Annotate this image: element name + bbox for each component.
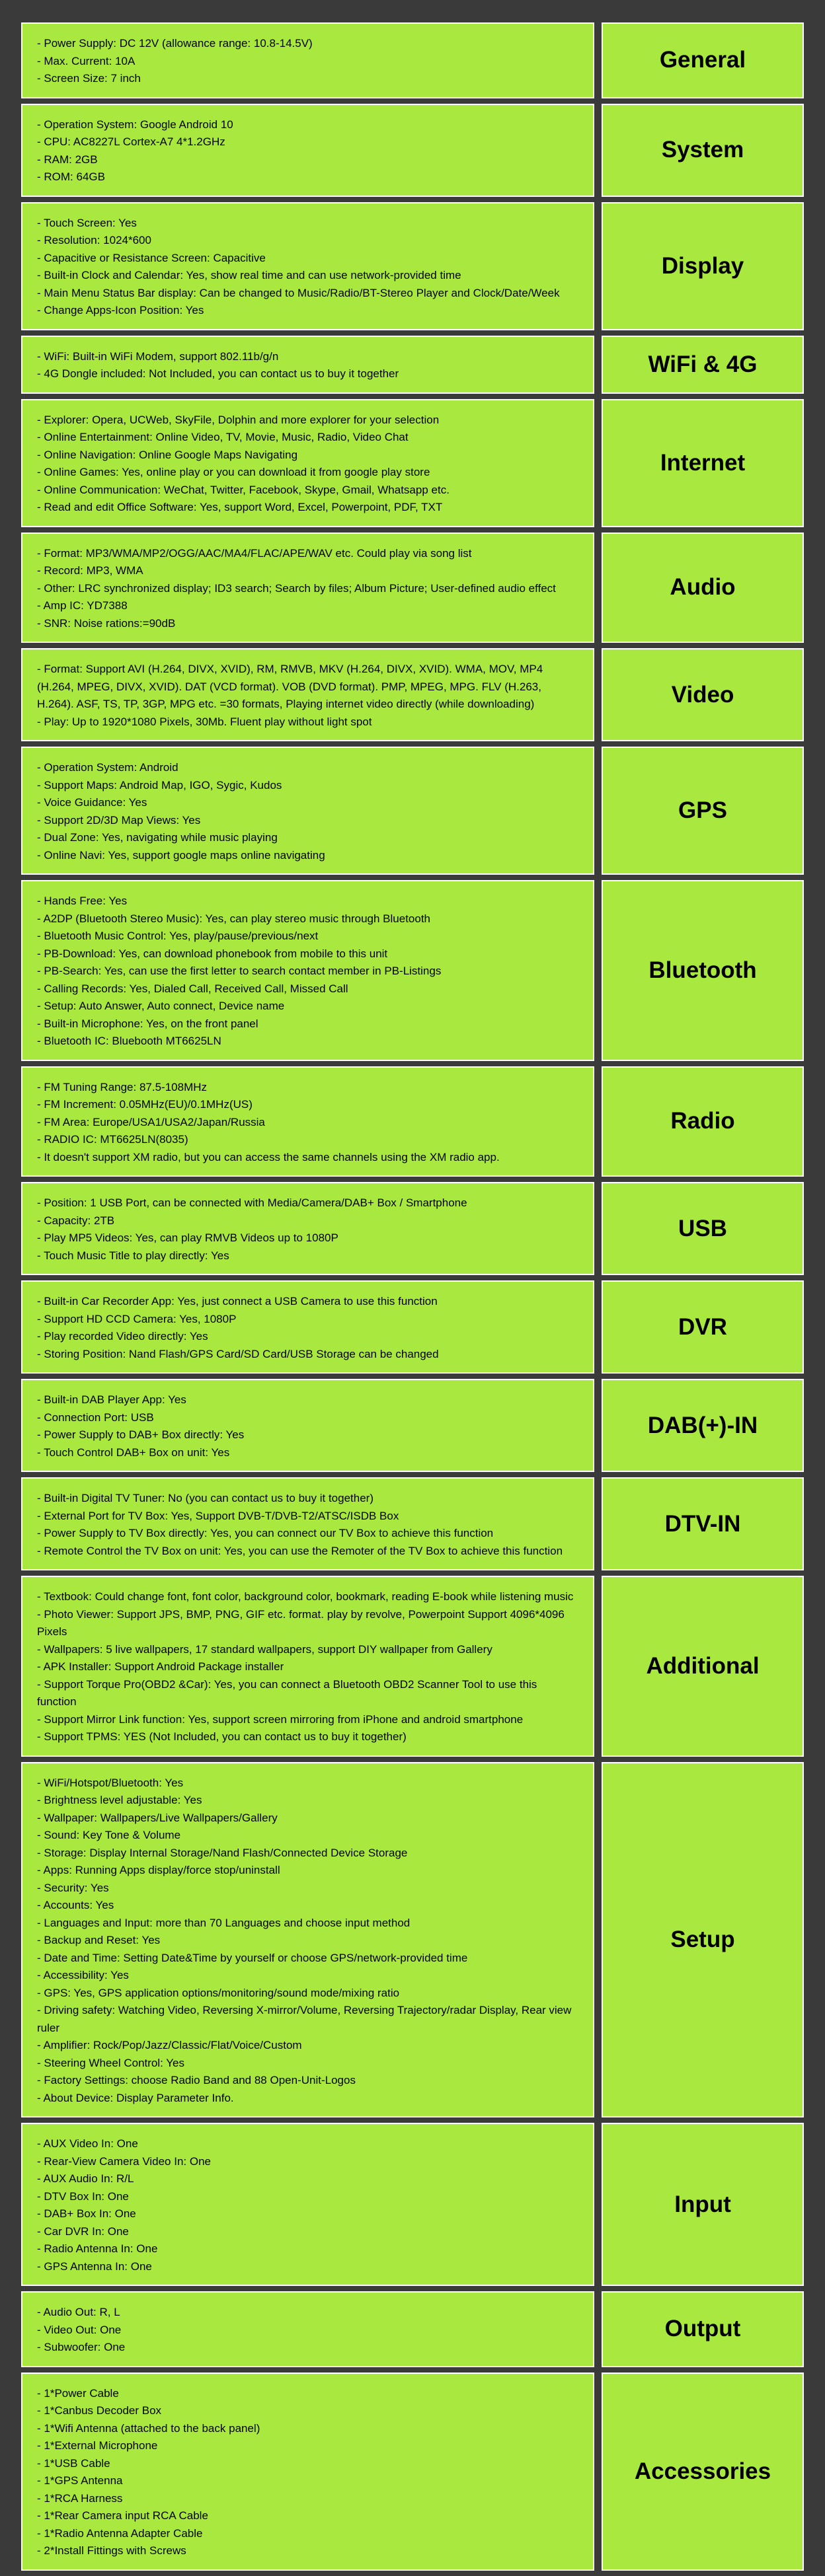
spec-line: - Storage: Display Internal Storage/Nand Flash/Connected Device Storage: [37, 1846, 408, 1859]
spec-row: [21, 2123, 804, 2286]
spec-line: - Support Torque Pro(OBD2 &Car): Yes, you can connect a Bluetooth OBD2 Scanner Tool to use this function: [37, 1677, 537, 1708]
section-title: Video: [602, 648, 804, 741]
spec-line: - Capacitive or Resistance Screen: Capacitive: [37, 251, 266, 264]
spec-line: - 1*Power Cable: [37, 2386, 119, 2400]
spec-line: - Other: LRC synchronized display; ID3 search; Search by files; Album Picture; User-defined audio effect: [37, 581, 556, 595]
section-title: Additional: [602, 1576, 804, 1757]
spec-line: - AUX Audio In: R/L: [37, 2172, 134, 2185]
spec-details-cell: [21, 1762, 594, 2118]
spec-line: - RADIO IC: MT6625LN(8035): [37, 1133, 188, 1146]
spec-row: [21, 2291, 804, 2367]
spec-line: - Position: 1 USB Port, can be connected with Media/Camera/DAB+ Box / Smartphone: [37, 1196, 467, 1209]
spec-row: [21, 104, 804, 197]
section-title: Accessories: [602, 2373, 804, 2571]
spec-line: - Online Games: Yes, online play or you can download it from google play store: [37, 466, 430, 478]
spec-line: - Hands Free: Yes: [37, 895, 128, 907]
spec-line: - Support 2D/3D Map Views: Yes: [37, 813, 201, 827]
spec-line: - Dual Zone: Yes, navigating while music playing: [37, 831, 278, 844]
spec-line: - About Device: Display Parameter Info.: [37, 2091, 234, 2104]
spec-row: [21, 399, 804, 527]
spec-line: - Touch Control DAB+ Box on unit: Yes: [37, 1446, 230, 1459]
section-title: DTV-IN: [602, 1477, 804, 1570]
spec-line: - Remote Control the TV Box on unit: Yes, you can use the Remoter of the TV Box to achieve this function: [37, 1544, 563, 1557]
spec-line: - Storing Position: Nand Flash/GPS Card/SD Card/USB Storage can be changed: [37, 1347, 439, 1360]
spec-row: [21, 1576, 804, 1757]
spec-row: [21, 747, 804, 875]
spec-line: - 1*Canbus Decoder Box: [37, 2404, 162, 2417]
spec-line: - Built-in DAB Player App: Yes: [37, 1393, 186, 1406]
spec-line: - Built-in Digital TV Tuner: No (you can contact us to buy it together): [37, 1492, 373, 1504]
spec-table: [21, 22, 804, 2576]
spec-details-cell: [21, 1379, 594, 1472]
spec-line: - Power Supply to DAB+ Box directly: Yes: [37, 1428, 245, 1441]
spec-line: - Bluetooth IC: Bluebooth MT6625LN: [37, 1035, 221, 1047]
spec-line: - Operation System: Android: [37, 761, 178, 774]
section-title: Audio: [602, 533, 804, 644]
spec-line: - Support HD CCD Camera: Yes, 1080P: [37, 1312, 237, 1325]
section-title: System: [602, 104, 804, 197]
spec-line: - Video Out: One: [37, 2323, 122, 2336]
spec-line: - It doesn't support XM radio, but you can access the same channels using the XM radio app.: [37, 1150, 500, 1163]
spec-row: [21, 648, 804, 741]
spec-line: - Photo Viewer: Support JPS, BMP, PNG, GIF etc. format. play by revolve, Powerpoint Support 4096*4096 Pixels: [37, 1607, 565, 1638]
spec-line: - 2*Install Fittings with Screws: [37, 2544, 186, 2557]
spec-line: - Amp IC: YD7388: [37, 599, 128, 612]
spec-details-cell: [21, 202, 594, 330]
spec-details-cell: [21, 648, 594, 741]
section-title: DVR: [602, 1280, 804, 1374]
spec-details-cell: [21, 1477, 594, 1570]
spec-line: - Voice Guidance: Yes: [37, 796, 147, 809]
spec-line: - Resolution: 1024*600: [37, 234, 151, 246]
spec-line: - Security: Yes: [37, 1881, 109, 1894]
spec-line: - Max. Current: 10A: [37, 54, 136, 67]
spec-line: - Format: MP3/WMA/MP2/OGG/AAC/MA4/FLAC/APE/WAV etc. Could play via song list: [37, 546, 472, 560]
spec-row: [21, 1379, 804, 1472]
spec-row: [21, 1477, 804, 1570]
section-title: General: [602, 22, 804, 98]
spec-line: - Record: MP3, WMA: [37, 564, 143, 577]
spec-line: - 1*GPS Antenna: [37, 2474, 123, 2487]
spec-line: - Audio Out: R, L: [37, 2306, 120, 2318]
spec-row: [21, 880, 804, 1061]
spec-line: - PB-Download: Yes, can download phonebook from mobile to this unit: [37, 947, 388, 960]
spec-details-cell: [21, 747, 594, 875]
spec-line: - Explorer: Opera, UCWeb, SkyFile, Dolphin and more explorer for your selection: [37, 413, 440, 426]
spec-line: - Subwoofer: One: [37, 2341, 126, 2353]
spec-line: - FM Area: Europe/USA1/USA2/Japan/Russia: [37, 1115, 265, 1128]
spec-details-cell: [21, 1182, 594, 1275]
spec-line: - Touch Screen: Yes: [37, 216, 137, 229]
spec-line: - Connection Port: USB: [37, 1411, 154, 1424]
spec-line: - Accessibility: Yes: [37, 1969, 129, 1981]
spec-line: - WiFi: Built-in WiFi Modem, support 802.11b/g/n: [37, 350, 279, 363]
spec-line: - Read and edit Office Software: Yes, support Word, Excel, Powerpoint, PDF, TXT: [37, 501, 443, 513]
spec-line: - Sound: Key Tone & Volume: [37, 1829, 181, 1841]
spec-line: - FM Tuning Range: 87.5-108MHz: [37, 1080, 208, 1093]
spec-line: - Apps: Running Apps display/force stop/uninstall: [37, 1864, 280, 1876]
spec-line: - RAM: 2GB: [37, 153, 98, 166]
spec-line: - SNR: Noise rations:=90dB: [37, 616, 176, 630]
spec-row: [21, 2373, 804, 2571]
spec-line: - Accounts: Yes: [37, 1899, 114, 1911]
spec-line: - Steering Wheel Control: Yes: [37, 2056, 185, 2069]
spec-line: - 1*Radio Antenna Adapter Cable: [37, 2526, 203, 2540]
spec-line: - Built-in Clock and Calendar: Yes, show real time and can use network-provided time: [37, 269, 461, 281]
spec-line: - 1*USB Cable: [37, 2456, 110, 2470]
spec-line: - GPS Antenna In: One: [37, 2260, 152, 2273]
spec-line: - Main Menu Status Bar display: Can be changed to Music/Radio/BT-Stereo Player and Clock/Date/Week: [37, 286, 560, 299]
spec-line: - 4G Dongle included: Not Included, you can contact us to buy it together: [37, 367, 399, 380]
section-title: USB: [602, 1182, 804, 1275]
spec-line: - Support Maps: Android Map, IGO, Sygic, Kudos: [37, 778, 282, 791]
spec-line: - Change Apps-Icon Position: Yes: [37, 304, 204, 316]
spec-line: - DAB+ Box In: One: [37, 2207, 136, 2220]
spec-row: [21, 1066, 804, 1177]
spec-line: - FM Increment: 0.05MHz(EU)/0.1MHz(US): [37, 1098, 253, 1111]
section-title: WiFi & 4G: [602, 336, 804, 394]
section-title: Output: [602, 2291, 804, 2367]
section-title: Bluetooth: [602, 880, 804, 1061]
spec-line: - Driving safety: Watching Video, Reversing X-mirror/Volume, Reversing Trajectory/radar Display, Rear view ruler: [37, 2004, 572, 2034]
spec-details-cell: [21, 533, 594, 644]
spec-line: - Power Supply to TV Box directly: Yes, you can connect our TV Box to achieve this function: [37, 1527, 494, 1539]
section-title: DAB(+)-IN: [602, 1379, 804, 1472]
spec-details-cell: [21, 880, 594, 1061]
section-title: Display: [602, 202, 804, 330]
spec-row: [21, 202, 804, 330]
spec-details-cell: [21, 336, 594, 394]
spec-line: - Touch Music Title to play directly: Yes: [37, 1249, 229, 1262]
spec-details-cell: [21, 1576, 594, 1757]
spec-details-cell: [21, 2123, 594, 2286]
spec-line: - Support Mirror Link function: Yes, support screen mirroring from iPhone and android smartphone: [37, 1712, 524, 1726]
spec-line: - AUX Video In: One: [37, 2137, 138, 2150]
spec-line: - Support TPMS: YES (Not Included, you can contact us to buy it together): [37, 1730, 407, 1743]
spec-line: - Brightness level adjustable: Yes: [37, 1794, 202, 1806]
spec-line: - Online Entertainment: Online Video, TV, Movie, Music, Radio, Video Chat: [37, 431, 409, 443]
spec-line: - Calling Records: Yes, Dialed Call, Received Call, Missed Call: [37, 982, 348, 995]
spec-line: - CPU: AC8227L Cortex-A7 4*1.2GHz: [37, 135, 225, 148]
spec-line: - Operation System: Google Android 10: [37, 118, 233, 131]
section-title: Input: [602, 2123, 804, 2286]
spec-line: - Capacity: 2TB: [37, 1214, 115, 1227]
spec-line: - 1*External Microphone: [37, 2439, 158, 2452]
spec-line: - Screen Size: 7 inch: [37, 72, 141, 85]
spec-line: - Backup and Reset: Yes: [37, 1934, 161, 1946]
spec-line: - APK Installer: Support Android Package installer: [37, 1660, 284, 1673]
spec-line: - Car DVR In: One: [37, 2225, 129, 2238]
spec-row: [21, 1762, 804, 2118]
spec-line: - 1*Rear Camera input RCA Cable: [37, 2509, 208, 2522]
spec-line: - Radio Antenna In: One: [37, 2242, 158, 2255]
spec-details-cell: [21, 1066, 594, 1177]
spec-line: - Date and Time: Setting Date&Time by yourself or choose GPS/network-provided time: [37, 1951, 468, 1964]
spec-line: - GPS: Yes, GPS application options/monitoring/sound mode/mixing ratio: [37, 1986, 400, 1999]
spec-row: [21, 533, 804, 644]
spec-details-cell: [21, 2291, 594, 2367]
spec-line: - A2DP (Bluetooth Stereo Music): Yes, can play stereo music through Bluetooth: [37, 912, 431, 925]
spec-row: [21, 1280, 804, 1374]
spec-line: - Wallpaper: Wallpapers/Live Wallpapers/Gallery: [37, 1811, 278, 1824]
spec-details-cell: [21, 2373, 594, 2571]
spec-details-cell: [21, 22, 594, 98]
spec-line: - Bluetooth Music Control: Yes, play/pause/previous/next: [37, 930, 319, 942]
spec-line: - Play: Up to 1920*1080 Pixels, 30Mb. Fluent play without light spot: [37, 715, 372, 728]
spec-line: - Factory Settings: choose Radio Band and 88 Open-Unit-Logos: [37, 2074, 356, 2086]
section-title: Setup: [602, 1762, 804, 2118]
spec-row: [21, 336, 804, 394]
spec-line: - External Port for TV Box: Yes, Support DVB-T/DVB-T2/ATSC/ISDB Box: [37, 1509, 399, 1522]
spec-line: - 1*RCA Harness: [37, 2491, 123, 2505]
spec-details-cell: [21, 104, 594, 197]
spec-line: - Amplifier: Rock/Pop/Jazz/Classic/Flat/Voice/Custom: [37, 2039, 302, 2051]
spec-line: - 1*Wifi Antenna (attached to the back panel): [37, 2421, 260, 2435]
section-title: Radio: [602, 1066, 804, 1177]
spec-line: - PB-Search: Yes, can use the first letter to search contact member in PB-Listings: [37, 965, 442, 977]
spec-line: - Power Supply: DC 12V (allowance range: 10.8-14.5V): [37, 37, 313, 50]
spec-line: - ROM: 64GB: [37, 170, 105, 183]
spec-line: - WiFi/Hotspot/Bluetooth: Yes: [37, 1776, 184, 1789]
spec-details-cell: [21, 399, 594, 527]
spec-line: - Textbook: Could change font, font color, background color, bookmark, reading E-book while listening music: [37, 1590, 574, 1603]
spec-line: - Online Communication: WeChat, Twitter, Facebook, Skype, Gmail, Whatsapp etc.: [37, 483, 450, 496]
spec-line: - Play MP5 Videos: Yes, can play RMVB Videos up to 1080P: [37, 1232, 338, 1244]
spec-line: - Rear-View Camera Video In: One: [37, 2154, 211, 2168]
spec-line: - Built-in Car Recorder App: Yes, just connect a USB Camera to use this function: [37, 1295, 438, 1307]
spec-line: - Wallpapers: 5 live wallpapers, 17 standard wallpapers, support DIY wallpaper from Gallery: [37, 1642, 492, 1656]
spec-line: - Built-in Microphone: Yes, on the front panel: [37, 1017, 258, 1030]
spec-line: - DTV Box In: One: [37, 2190, 129, 2203]
spec-details-cell: [21, 1280, 594, 1374]
spec-line: - Setup: Auto Answer, Auto connect, Device name: [37, 1000, 285, 1012]
spec-line: - Play recorded Video directly: Yes: [37, 1330, 208, 1343]
spec-line: - Online Navi: Yes, support google maps online navigating: [37, 848, 325, 862]
spec-line: - Online Navigation: Online Google Maps Navigating: [37, 448, 298, 461]
section-title: Internet: [602, 399, 804, 527]
section-title: GPS: [602, 747, 804, 875]
spec-line: - Languages and Input: more than 70 Languages and choose input method: [37, 1916, 411, 1929]
spec-line: - Format: Support AVI (H.264, DIVX, XVID), RM, RMVB, MKV (H.264, DIVX, XVID). WMA, MOV, MP4 (H.264, MPEG, DIVX, XVID). DAT (VCD format). VOB (DVD format). PMP, MPEG, MPG. FLV (H.263, H.264). ASF, TS, TP, 3GP, MPG etc. =30 formats, Playing internet video directly (while downloading): [37, 663, 543, 710]
spec-row: [21, 1182, 804, 1275]
spec-row: [21, 22, 804, 98]
